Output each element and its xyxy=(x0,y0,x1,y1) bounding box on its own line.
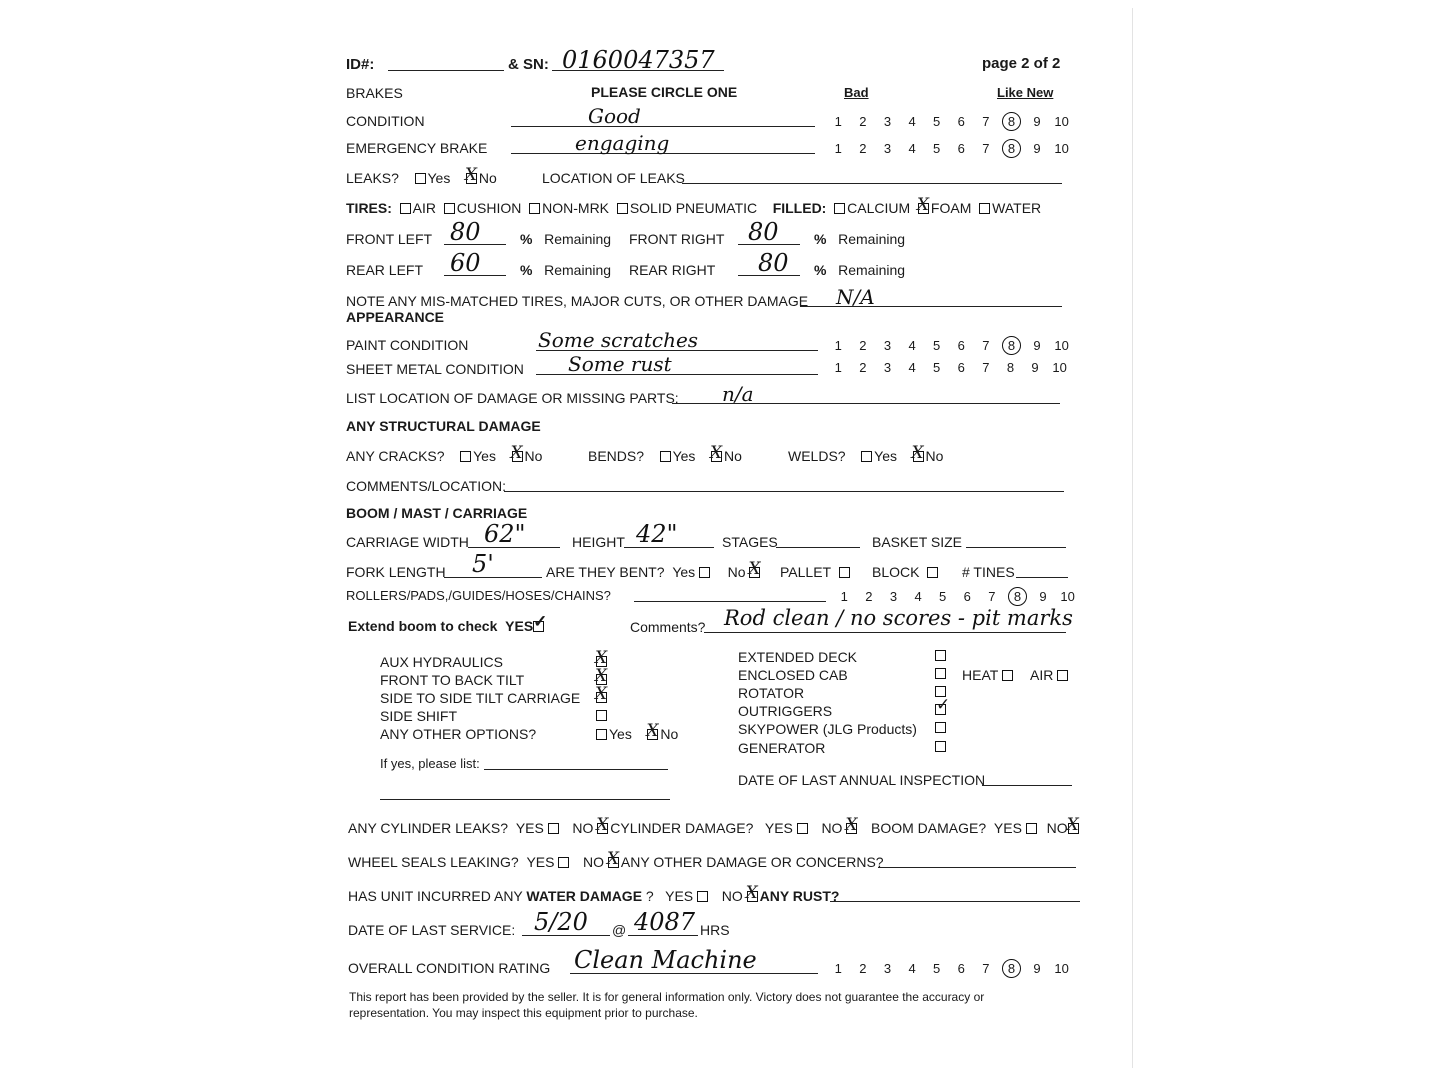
sheet-scale: 1 2 3 4 5 6 7 8 9 10 xyxy=(834,360,1067,375)
skypower-checkbox[interactable] xyxy=(935,722,946,733)
tires-row: TIRES: AIR CUSHION NON-MRK SOLID PNEUMATIC FILLED: CALCIUM X FOAM WATER xyxy=(346,200,1041,216)
side-shift-label: SIDE SHIFT xyxy=(380,708,458,724)
at-sign: @ xyxy=(612,922,627,938)
height-label: HEIGHT xyxy=(572,534,625,550)
welds-yes-checkbox[interactable] xyxy=(861,451,872,462)
water-damage-yes-checkbox[interactable] xyxy=(697,891,708,902)
overall-value: Clean Machine xyxy=(574,946,757,974)
other-options-label: ANY OTHER OPTIONS? xyxy=(380,726,537,742)
comments-value: Rod clean / no scores - pit marks xyxy=(724,606,1073,630)
rollers-label: ROLLERS/PADS,/GUIDES/HOSES/CHAINS? xyxy=(346,588,611,603)
foam-checkbox[interactable] xyxy=(918,203,929,214)
rollers-scale: 1 2 3 4 5 6 7 8 9 10 xyxy=(840,589,1075,604)
enclosed-cab-checkbox[interactable] xyxy=(935,668,946,679)
side-tilt-label: SIDE TO SIDE TILT CARRIAGE xyxy=(380,690,581,706)
cyl-leaks-yes-checkbox[interactable] xyxy=(548,823,559,834)
tines-label: # TINES xyxy=(962,564,1015,580)
id-label: ID#: xyxy=(346,56,375,73)
stages-line xyxy=(776,547,860,548)
selected-rating: 8 xyxy=(1002,959,1021,978)
boom-damage-no-checkbox[interactable] xyxy=(1068,823,1079,834)
rotator-label: ROTATOR xyxy=(738,685,805,701)
last-service-value: 5/20 xyxy=(534,908,588,936)
sheet-metal-label: SHEET METAL CONDITION xyxy=(346,361,524,377)
heat-air-row: HEAT AIR xyxy=(962,667,1070,683)
circle-one-heading: PLEASE CIRCLE ONE xyxy=(591,84,738,100)
paint-scale: 1 2 3 4 5 6 7 8 9 10 xyxy=(834,338,1069,353)
side-shift-checkbox[interactable] xyxy=(596,710,607,721)
wheel-seals-no-checkbox[interactable] xyxy=(608,857,619,868)
comments-label: Comments? xyxy=(630,619,706,635)
welds-row: WELDS? Yes X No xyxy=(788,448,943,464)
carriage-width-label: CARRIAGE WIDTH xyxy=(346,534,469,550)
sn-label: & SN: xyxy=(508,56,549,73)
other-yes-checkbox[interactable] xyxy=(596,729,607,740)
paint-condition-label: PAINT CONDITION xyxy=(346,337,469,353)
height-value: 42" xyxy=(636,520,678,548)
block-checkbox[interactable] xyxy=(927,567,938,578)
bent-row: ARE THEY BENT? Yes No X xyxy=(546,564,762,580)
damage-location-value: n/a xyxy=(722,382,754,406)
page-edge xyxy=(1132,8,1133,1068)
annual-inspection-line xyxy=(982,785,1072,786)
selected-rating: 8 xyxy=(1002,139,1021,158)
wheel-seals-row: WHEEL SEALS LEAKING? YES NO X ANY OTHER DAMAGE OR CONCERNS? xyxy=(348,854,884,870)
basket-size-label: BASKET SIZE xyxy=(872,534,962,550)
welds-no-checkbox[interactable] xyxy=(913,451,924,462)
front-right-label: FRONT RIGHT xyxy=(629,231,725,247)
tire-note-label: NOTE ANY MIS-MATCHED TIRES, MAJOR CUTS, OR OTHER DAMAGE xyxy=(346,293,809,309)
hours-value: 4087 xyxy=(634,908,696,936)
page-number: page 2 of 2 xyxy=(982,55,1061,72)
damage-location-label: LIST LOCATION OF DAMAGE OR MISSING PARTS: xyxy=(346,390,679,406)
bends-no-checkbox[interactable] xyxy=(711,451,722,462)
selected-rating: 8 xyxy=(1002,112,1021,131)
condition-value: Good xyxy=(588,104,641,128)
front-right-pct: % Remaining xyxy=(814,231,906,247)
bent-yes-checkbox[interactable] xyxy=(699,567,710,578)
selected-rating: 8 xyxy=(1008,587,1027,606)
comments-location-line xyxy=(504,491,1064,492)
generator-checkbox[interactable] xyxy=(935,741,946,752)
if-yes-line xyxy=(484,769,668,770)
bent-no-checkbox[interactable] xyxy=(749,567,760,578)
air-cab-checkbox[interactable] xyxy=(1057,670,1068,681)
overall-rating-label: OVERALL CONDITION RATING xyxy=(348,960,551,976)
skypower-label: SKYPOWER (JLG Products) xyxy=(738,721,917,737)
side-tilt-checkbox[interactable] xyxy=(596,692,607,703)
rear-left-pct: % Remaining xyxy=(520,262,612,278)
water-damage-no-checkbox[interactable] xyxy=(747,891,758,902)
basket-size-line xyxy=(966,547,1066,548)
any-rust-line xyxy=(830,901,1080,902)
stages-label: STAGES xyxy=(722,534,778,550)
fork-length-label: FORK LENGTH xyxy=(346,564,446,580)
comments-location-label: COMMENTS/LOCATION: xyxy=(346,478,506,494)
appearance-title: APPEARANCE xyxy=(346,309,445,325)
wheel-seals-yes-checkbox[interactable] xyxy=(558,857,569,868)
bends-row: BENDS? Yes X No xyxy=(588,448,742,464)
nonmrk-checkbox[interactable] xyxy=(529,203,540,214)
cyl-leaks-no-checkbox[interactable] xyxy=(597,823,608,834)
emergency-value: engaging xyxy=(575,131,670,155)
outriggers-checkbox[interactable] xyxy=(935,704,946,715)
comments-line xyxy=(704,632,1066,633)
selected-rating: 8 xyxy=(1002,336,1021,355)
other-options-choices: Yes X No xyxy=(596,726,678,742)
front-left-value: 80 xyxy=(450,218,481,246)
extended-deck-label: EXTENDED DECK xyxy=(738,649,858,665)
generator-label: GENERATOR xyxy=(738,740,826,756)
boom-title: BOOM / MAST / CARRIAGE xyxy=(346,505,528,521)
paint-value: Some scratches xyxy=(538,328,699,352)
cracks-row: ANY CRACKS? Yes X No xyxy=(346,448,542,464)
rear-left-value: 60 xyxy=(450,249,481,277)
leaks-no-checkbox[interactable] xyxy=(466,173,477,184)
brakes-title: BRAKES xyxy=(346,85,403,101)
condition-line xyxy=(511,126,815,127)
leaks-yes-checkbox[interactable] xyxy=(415,173,426,184)
emergency-scale: 1 2 3 4 5 6 7 8 9 10 xyxy=(834,141,1069,156)
condition-scale: 1 2 3 4 5 6 7 8 9 10 xyxy=(834,114,1069,129)
tire-note-value: N/A xyxy=(836,285,875,309)
extend-boom-row: Extend boom to check YES✓ xyxy=(348,618,546,634)
bends-yes-checkbox[interactable] xyxy=(660,451,671,462)
condition-label: CONDITION xyxy=(346,113,425,129)
front-back-tilt-label: FRONT TO BACK TILT xyxy=(380,672,525,688)
pallet-checkbox[interactable] xyxy=(839,567,850,578)
id-line xyxy=(388,70,504,71)
rear-right-label: REAR RIGHT xyxy=(629,262,716,278)
extend-yes-checkbox[interactable] xyxy=(533,621,544,632)
if-yes-line-2 xyxy=(380,799,670,800)
water-damage-row: HAS UNIT INCURRED ANY WATER DAMAGE ? YES NO X ANY RUST? xyxy=(348,888,839,904)
enclosed-cab-label: ENCLOSED CAB xyxy=(738,667,848,683)
if-yes-label: If yes, please list: xyxy=(380,756,480,771)
outriggers-label: OUTRIGGERS xyxy=(738,703,833,719)
leaks-row: LEAKS? Yes X No xyxy=(346,170,497,186)
cyl-damage-no-checkbox[interactable] xyxy=(846,823,857,834)
disclaimer-line-1: This report has been provided by the seller. It is for general information only. Victory does not guarantee the accuracy or xyxy=(349,990,985,1004)
front-left-label: FRONT LEFT xyxy=(346,231,433,247)
disclaimer-line-2: representation. You may inspect this equipment prior to purchase. xyxy=(349,1006,698,1020)
front-right-value: 80 xyxy=(748,218,779,246)
heat-checkbox[interactable] xyxy=(1002,670,1013,681)
cylinder-row: ANY CYLINDER LEAKS? YES NO X CYLINDER DAMAGE? YES NO X BOOM DAMAGE? YES NOX xyxy=(348,820,1081,836)
pallet-row: PALLET xyxy=(780,564,852,580)
sn-value: 0160047357 xyxy=(562,46,715,74)
like-new-label: Like New xyxy=(997,85,1054,100)
hrs-label: HRS xyxy=(700,922,730,938)
block-row: BLOCK xyxy=(872,564,940,580)
last-service-label: DATE OF LAST SERVICE: xyxy=(348,922,516,938)
cyl-damage-yes-checkbox[interactable] xyxy=(797,823,808,834)
location-leaks-line xyxy=(682,183,1062,184)
cushion-checkbox[interactable] xyxy=(444,203,455,214)
boom-damage-yes-checkbox[interactable] xyxy=(1026,823,1037,834)
other-no-checkbox[interactable] xyxy=(647,729,658,740)
tines-line xyxy=(1016,577,1068,578)
sheet-value: Some rust xyxy=(568,352,672,376)
calcium-checkbox[interactable] xyxy=(834,203,845,214)
rear-left-label: REAR LEFT xyxy=(346,262,424,278)
cracks-yes-checkbox[interactable] xyxy=(460,451,471,462)
bad-label: Bad xyxy=(844,85,869,100)
other-damage-line xyxy=(878,867,1076,868)
water-checkbox[interactable] xyxy=(979,203,990,214)
annual-inspection-label: DATE OF LAST ANNUAL INSPECTION xyxy=(738,772,986,788)
location-leaks-label: LOCATION OF LEAKS xyxy=(542,170,685,186)
emergency-brake-label: EMERGENCY BRAKE xyxy=(346,140,488,156)
carriage-width-value: 62" xyxy=(484,520,526,548)
rear-right-pct: % Remaining xyxy=(814,262,906,278)
rear-right-value: 80 xyxy=(758,249,789,277)
cracks-no-checkbox[interactable] xyxy=(512,451,523,462)
solid-pneumatic-checkbox[interactable] xyxy=(617,203,628,214)
overall-scale: 1 2 3 4 5 6 7 8 9 10 xyxy=(834,961,1069,976)
aux-hydraulics-label: AUX HYDRAULICS xyxy=(380,654,503,670)
fork-length-value: 5' xyxy=(472,550,494,578)
front-left-pct: % Remaining xyxy=(520,231,612,247)
extended-deck-checkbox[interactable] xyxy=(935,650,946,661)
air-checkbox[interactable] xyxy=(400,203,411,214)
structural-title: ANY STRUCTURAL DAMAGE xyxy=(346,418,541,434)
rollers-line xyxy=(634,601,826,602)
